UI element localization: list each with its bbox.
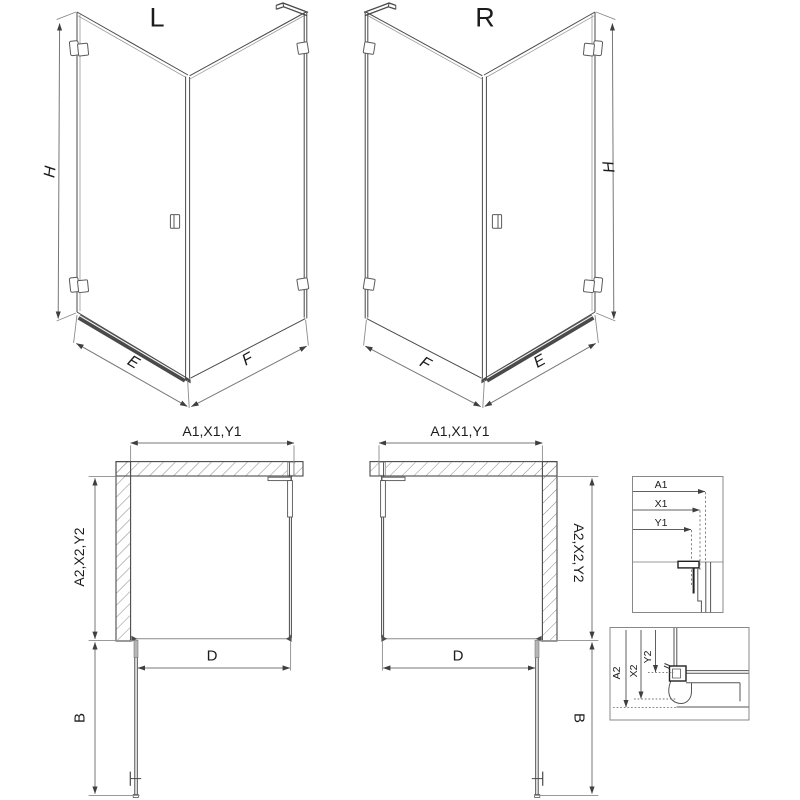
plan-right xyxy=(370,443,557,797)
fixed-width-dim-label-right: F xyxy=(416,353,434,374)
plan-left xyxy=(116,443,303,797)
height-dim-label-right: H xyxy=(600,160,619,174)
door-opening-dim-label-left: D xyxy=(206,647,218,665)
fixed-width-dim-label-left: F xyxy=(239,349,257,370)
plan-depth-dim-label-left: A2,X2,Y2 xyxy=(71,527,87,587)
detail-y2-label: Y2 xyxy=(641,650,654,664)
door-opening-dim-label-right: D xyxy=(452,647,464,665)
plan-width-dim-label-right: A1,X1,Y1 xyxy=(430,423,490,439)
detail-x1-label: X1 xyxy=(654,497,668,510)
door-swing-dim-label-left: B xyxy=(71,712,89,724)
door-width-dim-label-left: E xyxy=(124,352,143,373)
detail-a2-label: A2 xyxy=(610,666,623,680)
detail-a1-label: A1 xyxy=(654,478,668,491)
plan-depth-dim-label-right: A2,X2,Y2 xyxy=(571,523,587,583)
variant-label-left: L xyxy=(149,2,165,33)
variant-label-right: R xyxy=(475,2,495,33)
detail-width-profile xyxy=(633,477,724,613)
detail-x2-label: X2 xyxy=(627,664,640,678)
door-swing-dim-label-right: B xyxy=(570,712,588,724)
detail-y1-label: Y1 xyxy=(654,516,668,529)
door-width-dim-label-right: E xyxy=(530,351,549,372)
figure-left-3d xyxy=(57,3,309,408)
height-dim-label-left: H xyxy=(41,165,60,179)
figure-right-3d xyxy=(363,3,615,408)
plan-width-dim-label-left: A1,X1,Y1 xyxy=(182,423,242,439)
